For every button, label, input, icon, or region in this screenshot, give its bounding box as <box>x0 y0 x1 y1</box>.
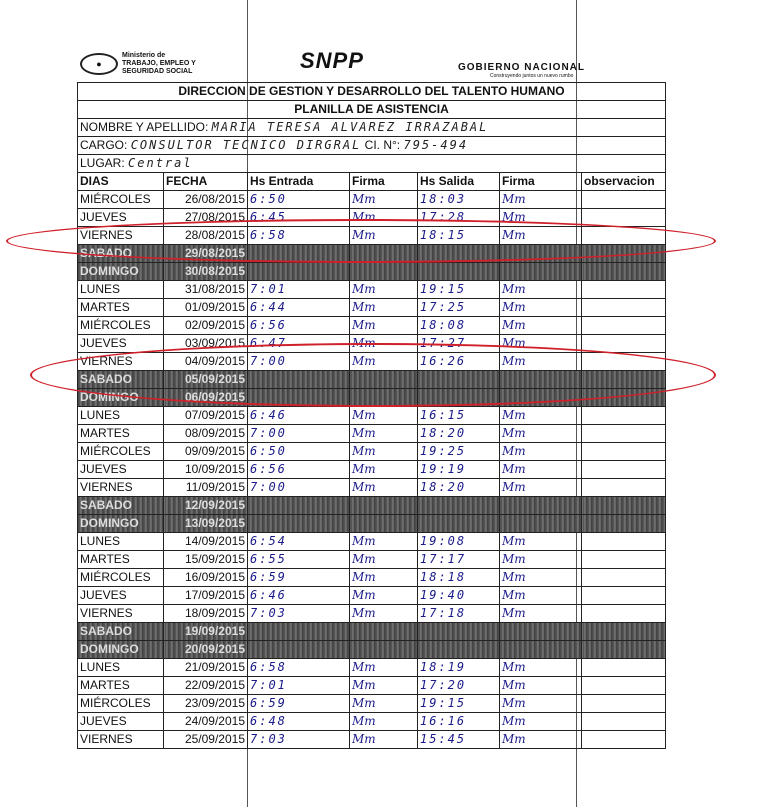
exit-signature <box>500 641 582 659</box>
entry-time-cell: 6:50 <box>248 443 350 461</box>
entry-signature: Mm <box>350 317 418 335</box>
entry-signature: Mm <box>350 677 418 695</box>
entry-signature <box>350 245 418 263</box>
entry-time-cell: 6:58 <box>248 227 350 245</box>
date-cell: 08/09/2015 <box>164 425 248 443</box>
table-row <box>78 443 666 461</box>
exit-time-cell: 17:25 <box>418 299 500 317</box>
observacion-cell <box>582 515 666 533</box>
observacion-cell <box>582 713 666 731</box>
entry-time-cell: 7:03 <box>248 605 350 623</box>
exit-time-cell: 19:15 <box>418 281 500 299</box>
day-cell: DOMINGO <box>78 641 164 659</box>
entry-signature <box>350 497 418 515</box>
entry-time-cell: 6:59 <box>248 695 350 713</box>
date-cell: 11/09/2015 <box>164 479 248 497</box>
table-row <box>78 569 666 587</box>
weekend-row <box>78 641 666 659</box>
entry-time-cell: 6:47 <box>248 335 350 353</box>
table-row <box>78 299 666 317</box>
observacion-cell <box>582 461 666 479</box>
exit-signature: Mm <box>500 425 582 443</box>
observacion-cell <box>582 731 666 749</box>
day-cell: SABADO <box>78 497 164 515</box>
exit-time-cell: 17:20 <box>418 677 500 695</box>
observacion-cell <box>582 335 666 353</box>
exit-time-cell <box>418 245 500 263</box>
entry-signature: Mm <box>350 659 418 677</box>
exit-signature: Mm <box>500 533 582 551</box>
day-cell: DOMINGO <box>78 389 164 407</box>
date-cell: 06/09/2015 <box>164 389 248 407</box>
observacion-cell <box>582 353 666 371</box>
snpp-logo-text: SNPP <box>300 48 364 73</box>
day-cell: VIERNES <box>78 353 164 371</box>
observacion-cell <box>582 299 666 317</box>
entry-time-cell: 6:56 <box>248 317 350 335</box>
date-cell: 20/09/2015 <box>164 641 248 659</box>
observacion-cell <box>582 425 666 443</box>
entry-signature: Mm <box>350 407 418 425</box>
entry-signature: Mm <box>350 587 418 605</box>
ministerio-logo <box>80 52 196 76</box>
date-cell: 28/08/2015 <box>164 227 248 245</box>
date-cell: 13/09/2015 <box>164 515 248 533</box>
entry-time-cell: 6:48 <box>248 713 350 731</box>
date-cell: 17/09/2015 <box>164 587 248 605</box>
day-cell: LUNES <box>78 533 164 551</box>
day-cell: SABADO <box>78 245 164 263</box>
entry-time-cell <box>248 497 350 515</box>
day-cell: SABADO <box>78 623 164 641</box>
day-cell: MIÉRCOLES <box>78 317 164 335</box>
entry-signature <box>350 389 418 407</box>
exit-signature: Mm <box>500 479 582 497</box>
day-cell: JUEVES <box>78 335 164 353</box>
observacion-cell <box>582 281 666 299</box>
exit-signature: Mm <box>500 191 582 209</box>
table-row <box>78 533 666 551</box>
observacion-cell <box>582 587 666 605</box>
entry-time-cell: 6:50 <box>248 191 350 209</box>
col-dias: DIAS <box>78 173 164 191</box>
exit-time-cell: 18:08 <box>418 317 500 335</box>
col-firma-entrada: Firma <box>350 173 418 191</box>
cargo-value: CONSULTOR TECNICO DIRGRAL <box>130 138 362 152</box>
observacion-cell <box>582 317 666 335</box>
entry-time-cell: 6:55 <box>248 551 350 569</box>
exit-signature: Mm <box>500 569 582 587</box>
day-cell: MARTES <box>78 677 164 695</box>
sheet-title: DIRECCION DE GESTION Y DESARROLLO DEL TALENTO HUMANO <box>78 83 666 101</box>
date-cell: 15/09/2015 <box>164 551 248 569</box>
entry-signature: Mm <box>350 479 418 497</box>
date-cell: 27/08/2015 <box>164 209 248 227</box>
entry-signature <box>350 641 418 659</box>
entry-signature: Mm <box>350 443 418 461</box>
observacion-cell <box>582 533 666 551</box>
exit-time-cell: 18:18 <box>418 569 500 587</box>
exit-signature <box>500 263 582 281</box>
entry-time-cell <box>248 263 350 281</box>
entry-signature <box>350 515 418 533</box>
date-cell: 12/09/2015 <box>164 497 248 515</box>
exit-time-cell: 19:25 <box>418 443 500 461</box>
col-hs-salida: Hs Salida <box>418 173 500 191</box>
exit-signature: Mm <box>500 587 582 605</box>
exit-time-cell: 15:45 <box>418 731 500 749</box>
exit-signature: Mm <box>500 299 582 317</box>
entry-time-cell <box>248 371 350 389</box>
entry-signature: Mm <box>350 227 418 245</box>
weekend-row <box>78 263 666 281</box>
date-cell: 23/09/2015 <box>164 695 248 713</box>
observacion-cell <box>582 443 666 461</box>
exit-signature: Mm <box>500 551 582 569</box>
ci-value: 795-494 <box>403 138 469 152</box>
entry-time-cell <box>248 515 350 533</box>
observacion-cell <box>582 407 666 425</box>
cargo-row <box>78 137 666 155</box>
entry-signature: Mm <box>350 731 418 749</box>
exit-time-cell <box>418 389 500 407</box>
table-row <box>78 407 666 425</box>
entry-time-cell <box>248 245 350 263</box>
day-cell: LUNES <box>78 281 164 299</box>
entry-signature: Mm <box>350 191 418 209</box>
exit-time-cell <box>418 623 500 641</box>
day-cell: VIERNES <box>78 479 164 497</box>
exit-time-cell: 17:28 <box>418 209 500 227</box>
entry-time-cell: 7:00 <box>248 425 350 443</box>
exit-time-cell: 19:08 <box>418 533 500 551</box>
exit-signature: Mm <box>500 353 582 371</box>
observacion-cell <box>582 551 666 569</box>
table-row <box>78 209 666 227</box>
entry-time-cell: 7:03 <box>248 731 350 749</box>
day-cell: MARTES <box>78 299 164 317</box>
day-cell: JUEVES <box>78 713 164 731</box>
entry-time-cell: 6:46 <box>248 407 350 425</box>
col-observacion: observacion <box>582 173 666 191</box>
observacion-cell <box>582 191 666 209</box>
day-cell: JUEVES <box>78 209 164 227</box>
exit-signature: Mm <box>500 335 582 353</box>
observacion-cell <box>582 695 666 713</box>
day-cell: JUEVES <box>78 587 164 605</box>
exit-signature: Mm <box>500 227 582 245</box>
ministerio-seal-icon: ● <box>80 53 118 75</box>
day-cell: MIÉRCOLES <box>78 191 164 209</box>
date-cell: 14/09/2015 <box>164 533 248 551</box>
date-cell: 02/09/2015 <box>164 317 248 335</box>
col-fecha: FECHA <box>164 173 248 191</box>
name-row <box>78 119 666 137</box>
entry-signature: Mm <box>350 281 418 299</box>
day-cell: JUEVES <box>78 461 164 479</box>
exit-signature: Mm <box>500 713 582 731</box>
gobierno-logo-subtext: Construyendo juntos un nuevo rumbo <box>490 73 574 79</box>
entry-time-cell <box>248 623 350 641</box>
day-cell: MIÉRCOLES <box>78 569 164 587</box>
exit-time-cell: 18:15 <box>418 227 500 245</box>
observacion-cell <box>582 389 666 407</box>
lugar-row <box>78 155 666 173</box>
table-row <box>78 281 666 299</box>
exit-time-cell: 19:15 <box>418 695 500 713</box>
weekend-row <box>78 623 666 641</box>
date-cell: 25/09/2015 <box>164 731 248 749</box>
observacion-cell <box>582 263 666 281</box>
table-row <box>78 335 666 353</box>
ci-label: CI. N°: <box>364 138 401 152</box>
lugar-value: Central <box>128 156 193 170</box>
day-cell: VIERNES <box>78 731 164 749</box>
table-row <box>78 695 666 713</box>
exit-signature: Mm <box>500 461 582 479</box>
date-cell: 19/09/2015 <box>164 623 248 641</box>
entry-signature: Mm <box>350 605 418 623</box>
date-cell: 22/09/2015 <box>164 677 248 695</box>
table-row <box>78 587 666 605</box>
exit-signature: Mm <box>500 317 582 335</box>
entry-signature <box>350 371 418 389</box>
exit-signature: Mm <box>500 695 582 713</box>
exit-signature: Mm <box>500 407 582 425</box>
table-row <box>78 551 666 569</box>
table-row <box>78 461 666 479</box>
ministerio-logo-text: Ministerio de TRABAJO, EMPLEO Y SEGURIDAD SOCIAL <box>122 52 196 75</box>
exit-time-cell <box>418 263 500 281</box>
exit-time-cell: 17:18 <box>418 605 500 623</box>
exit-time-cell: 17:17 <box>418 551 500 569</box>
day-cell: MARTES <box>78 551 164 569</box>
table-row <box>78 731 666 749</box>
exit-time-cell <box>418 515 500 533</box>
weekend-row <box>78 515 666 533</box>
header-logos <box>0 0 770 80</box>
exit-signature: Mm <box>500 443 582 461</box>
entry-signature: Mm <box>350 569 418 587</box>
date-cell: 03/09/2015 <box>164 335 248 353</box>
entry-signature: Mm <box>350 425 418 443</box>
exit-time-cell: 19:40 <box>418 587 500 605</box>
day-cell: SABADO <box>78 371 164 389</box>
entry-time-cell: 6:45 <box>248 209 350 227</box>
exit-time-cell: 18:20 <box>418 479 500 497</box>
exit-time-cell <box>418 371 500 389</box>
table-row <box>78 317 666 335</box>
table-row <box>78 677 666 695</box>
observacion-cell <box>582 623 666 641</box>
exit-signature <box>500 623 582 641</box>
date-cell: 05/09/2015 <box>164 371 248 389</box>
entry-signature: Mm <box>350 551 418 569</box>
entry-signature <box>350 623 418 641</box>
exit-signature <box>500 389 582 407</box>
snpp-logo <box>300 48 364 74</box>
name-label: NOMBRE Y APELLIDO: <box>80 120 209 134</box>
table-row <box>78 425 666 443</box>
attendance-sheet <box>77 82 666 749</box>
date-cell: 01/09/2015 <box>164 299 248 317</box>
entry-signature: Mm <box>350 335 418 353</box>
sheet-subtitle: PLANILLA DE ASISTENCIA <box>78 101 666 119</box>
entry-time-cell: 7:01 <box>248 281 350 299</box>
entry-time-cell: 6:44 <box>248 299 350 317</box>
exit-time-cell: 18:20 <box>418 425 500 443</box>
gobierno-logo <box>458 62 585 79</box>
lugar-label: LUGAR: <box>80 156 125 170</box>
day-cell: MIÉRCOLES <box>78 695 164 713</box>
date-cell: 07/09/2015 <box>164 407 248 425</box>
entry-signature: Mm <box>350 713 418 731</box>
date-cell: 29/08/2015 <box>164 245 248 263</box>
entry-signature: Mm <box>350 695 418 713</box>
name-value: MARIA TERESA ALVAREZ IRRAZABAL <box>211 120 489 134</box>
observacion-cell <box>582 569 666 587</box>
date-cell: 26/08/2015 <box>164 191 248 209</box>
entry-time-cell: 7:00 <box>248 353 350 371</box>
table-row <box>78 713 666 731</box>
exit-signature: Mm <box>500 677 582 695</box>
entry-signature: Mm <box>350 353 418 371</box>
date-cell: 18/09/2015 <box>164 605 248 623</box>
entry-signature: Mm <box>350 461 418 479</box>
cargo-label: CARGO: <box>80 138 128 152</box>
table-row <box>78 191 666 209</box>
exit-time-cell <box>418 641 500 659</box>
day-cell: VIERNES <box>78 605 164 623</box>
weekend-row <box>78 389 666 407</box>
weekend-row <box>78 497 666 515</box>
day-cell: MARTES <box>78 425 164 443</box>
observacion-cell <box>582 479 666 497</box>
exit-time-cell <box>418 497 500 515</box>
entry-time-cell: 7:01 <box>248 677 350 695</box>
entry-time-cell: 6:59 <box>248 569 350 587</box>
observacion-cell <box>582 641 666 659</box>
day-cell: DOMINGO <box>78 515 164 533</box>
weekend-row <box>78 245 666 263</box>
exit-time-cell: 18:19 <box>418 659 500 677</box>
table-row <box>78 659 666 677</box>
exit-time-cell: 16:15 <box>418 407 500 425</box>
day-cell: MIÉRCOLES <box>78 443 164 461</box>
day-cell: LUNES <box>78 407 164 425</box>
table-row <box>78 605 666 623</box>
exit-time-cell: 18:03 <box>418 191 500 209</box>
table-row <box>78 227 666 245</box>
exit-signature <box>500 497 582 515</box>
observacion-cell <box>582 371 666 389</box>
table-row <box>78 353 666 371</box>
date-cell: 31/08/2015 <box>164 281 248 299</box>
entry-signature <box>350 263 418 281</box>
observacion-cell <box>582 209 666 227</box>
exit-signature <box>500 515 582 533</box>
exit-signature: Mm <box>500 281 582 299</box>
gobierno-logo-text: GOBIERNO NACIONAL <box>458 62 585 73</box>
table-row <box>78 479 666 497</box>
col-firma-salida: Firma <box>500 173 582 191</box>
exit-time-cell: 16:16 <box>418 713 500 731</box>
date-cell: 21/09/2015 <box>164 659 248 677</box>
exit-time-cell: 17:27 <box>418 335 500 353</box>
entry-signature: Mm <box>350 299 418 317</box>
date-cell: 30/08/2015 <box>164 263 248 281</box>
date-cell: 10/09/2015 <box>164 461 248 479</box>
entry-signature: Mm <box>350 209 418 227</box>
date-cell: 16/09/2015 <box>164 569 248 587</box>
day-cell: VIERNES <box>78 227 164 245</box>
exit-signature: Mm <box>500 659 582 677</box>
entry-time-cell <box>248 641 350 659</box>
entry-time-cell: 6:58 <box>248 659 350 677</box>
observacion-cell <box>582 677 666 695</box>
entry-time-cell: 6:54 <box>248 533 350 551</box>
exit-signature: Mm <box>500 731 582 749</box>
observacion-cell <box>582 605 666 623</box>
entry-signature: Mm <box>350 533 418 551</box>
entry-time-cell: 6:46 <box>248 587 350 605</box>
observacion-cell <box>582 245 666 263</box>
observacion-cell <box>582 497 666 515</box>
exit-signature: Mm <box>500 605 582 623</box>
day-cell: LUNES <box>78 659 164 677</box>
observacion-cell <box>582 659 666 677</box>
observacion-cell <box>582 227 666 245</box>
weekend-row <box>78 371 666 389</box>
entry-time-cell: 7:00 <box>248 479 350 497</box>
exit-time-cell: 19:19 <box>418 461 500 479</box>
date-cell: 24/09/2015 <box>164 713 248 731</box>
date-cell: 09/09/2015 <box>164 443 248 461</box>
date-cell: 04/09/2015 <box>164 353 248 371</box>
day-cell: DOMINGO <box>78 263 164 281</box>
col-hs-entrada: Hs Entrada <box>248 173 350 191</box>
entry-time-cell: 6:56 <box>248 461 350 479</box>
exit-signature <box>500 245 582 263</box>
entry-time-cell <box>248 389 350 407</box>
exit-time-cell: 16:26 <box>418 353 500 371</box>
exit-signature <box>500 371 582 389</box>
exit-signature: Mm <box>500 209 582 227</box>
